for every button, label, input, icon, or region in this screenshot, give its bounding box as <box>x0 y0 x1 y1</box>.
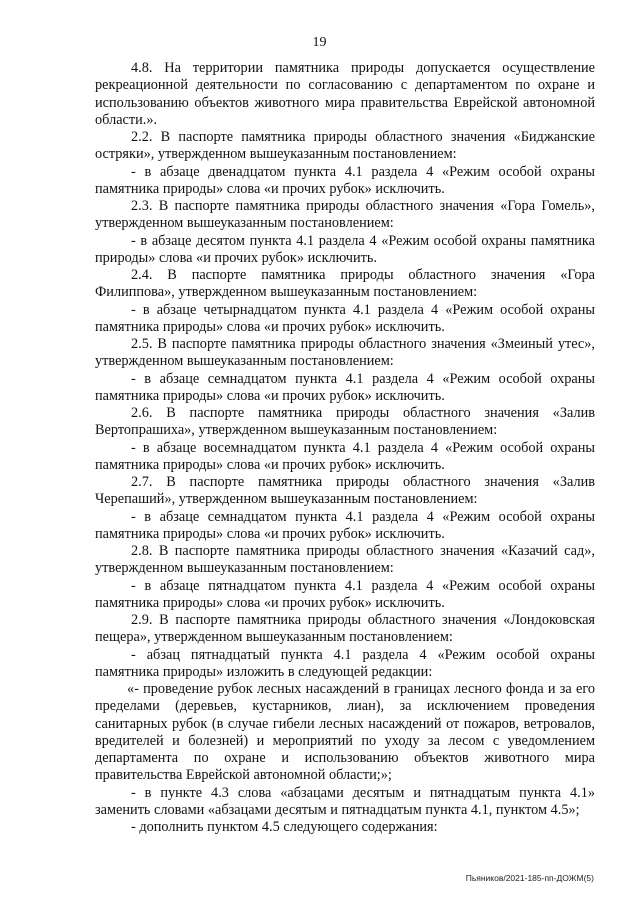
paragraph: - в абзаце четырнадцатом пункта 4.1 раздела 4 «Режим особой охраны памятника природы» слова «и прочих рубок» исключить. <box>95 301 595 335</box>
paragraph: - абзац пятнадцатый пункта 4.1 раздела 4 «Режим особой охраны памятника природы» изложить в следующей редакции: <box>95 646 595 680</box>
paragraph: 2.2. В паспорте памятника природы областного значения «Биджанские остряки», утвержденном вышеуказанным постановлением: <box>95 129 595 163</box>
quoted-paragraph: «- проведение рубок лесных насаждений в границах лесного фонда и за его пределами (деревьев, кустарников, лиан), за исключением проведения санитарных рубок (в случае гибели лесных насаждений от пожаров, ветровалов, вредителей и болезней) и мероприятий по уходу за лесом с уведомлением департамента по охране и использованию объектов животного мира правительства Еврейской автономной области;»; <box>95 681 595 784</box>
paragraph: - в абзаце восемнадцатом пункта 4.1 раздела 4 «Режим особой охраны памятника природы» слова «и прочих рубок» исключить. <box>95 439 595 473</box>
paragraph: 4.8. На территории памятника природы допускается осуществление рекреационной деятельности по согласованию с департаментом по охране и использованию объектов животного мира правительства Еврейской автономной области.». <box>95 60 595 128</box>
paragraph: 2.7. В паспорте памятника природы областного значения «Залив Черепаший», утвержденном вышеуказанным постановлением: <box>95 474 595 508</box>
paragraph: - в абзаце семнадцатом пункта 4.1 раздела 4 «Режим особой охраны памятника природы» слова «и прочих рубок» исключить. <box>95 370 595 404</box>
paragraph: 2.3. В паспорте памятника природы областного значения «Гора Гомель», утвержденном вышеуказанным постановлением: <box>95 198 595 232</box>
paragraph: 2.4. В паспорте памятника природы областного значения «Гора Филиппова», утвержденном вышеуказанным постановлением: <box>95 267 595 301</box>
paragraph: 2.8. В паспорте памятника природы областного значения «Казачий сад», утвержденном вышеуказанным постановлением: <box>95 543 595 577</box>
paragraph: - дополнить пунктом 4.5 следующего содержания: <box>131 819 438 835</box>
document-body <box>95 60 595 836</box>
document-footer-code: Пьяников/2021-185-пп-ДОЖМ(5) <box>465 873 594 883</box>
paragraph: 2.9. В паспорте памятника природы областного значения «Лондоковская пещера», утвержденном вышеуказанным постановлением: <box>95 612 595 646</box>
paragraph: - в абзаце семнадцатом пункта 4.1 раздела 4 «Режим особой охраны памятника природы» слова «и прочих рубок» исключить. <box>95 508 595 542</box>
paragraph: - в пункте 4.3 слова «абзацами десятым и пятнадцатым пункта 4.1» заменить словами «абзацами десятым и пятнадцатым пункта 4.1, пунктом 4.5»; <box>95 784 595 818</box>
paragraph: 2.6. В паспорте памятника природы областного значения «Залив Вертопрашиха», утвержденном вышеуказанным постановлением: <box>95 405 595 439</box>
paragraph: 2.5. В паспорте памятника природы областного значения «Змеиный утес», утвержденном вышеуказанным постановлением: <box>95 336 595 370</box>
page-number: 19 <box>312 35 327 50</box>
paragraph: - в абзаце десятом пункта 4.1 раздела 4 «Режим особой охраны памятника природы» слова «и прочих рубок» исключить. <box>95 232 595 266</box>
paragraph: - в абзаце пятнадцатом пункта 4.1 раздела 4 «Режим особой охраны памятника природы» слова «и прочих рубок» исключить. <box>95 577 595 611</box>
paragraph: - в абзаце двенадцатом пункта 4.1 раздела 4 «Режим особой охраны памятника природы» слова «и прочих рубок» исключить. <box>95 163 595 197</box>
